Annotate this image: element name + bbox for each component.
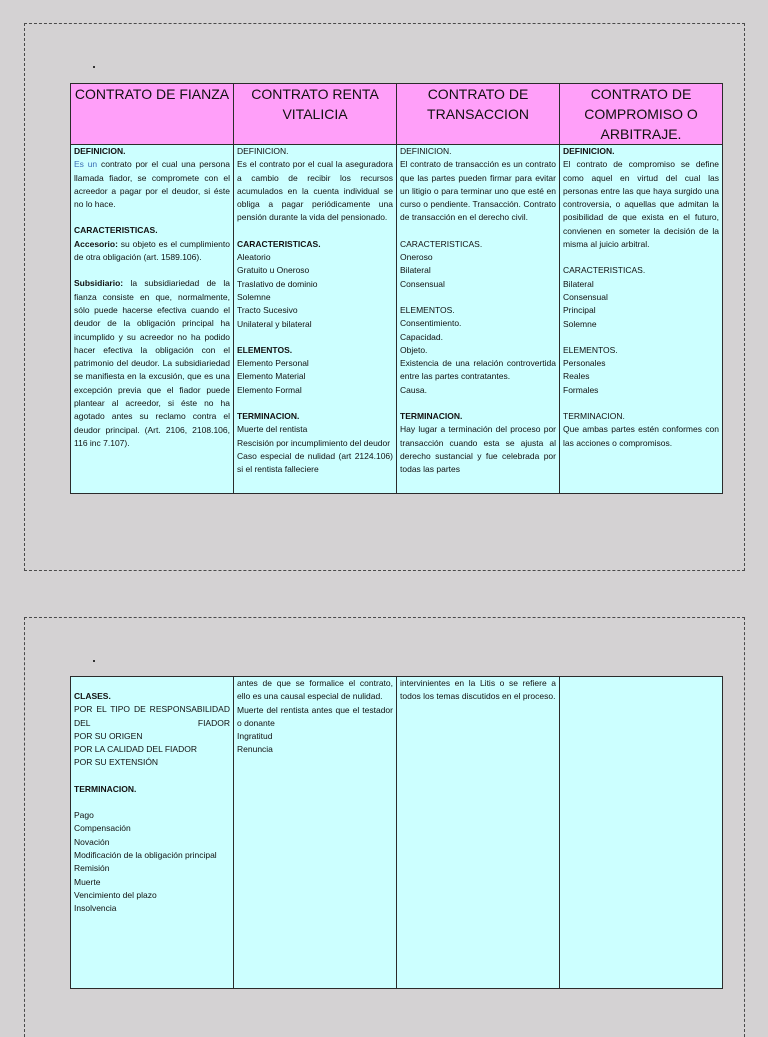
renta-ele-item: Elemento Material [237,371,306,382]
comp-ele-item: Formales [563,384,599,395]
header-renta-vitalicia: CONTRATO RENTA VITALICIA [234,84,397,145]
cell-transaccion [397,145,560,494]
fianza-car-title: CARACTERISTICAS. [74,225,158,236]
renta-cont-item: Muerte del rentista antes que el testador o donante [237,704,393,728]
fianza-ter-item: Remisión [74,863,110,874]
header-row [71,84,723,145]
cell-transaccion-continued [397,677,560,989]
renta-car-title: CARACTERISTICAS. [237,238,321,249]
renta-car-item: Unilateral y bilateral [237,318,312,329]
trans-ter-text: Hay lugar a terminación del proceso por transacción cuando esta se ajusta al derecho sustancial y fue celebrada por todas las partes [400,424,556,475]
accesorio-text: su objeto es el cumplimiento de otra obligación (art. 1589.106). [74,238,230,263]
trans-car-item: Consensual [400,278,445,289]
comp-ter-title: TERMINACION. [563,411,625,422]
renta-car-item: Solemne [237,291,271,302]
page-mark [93,660,95,662]
renta-car-item: Gratuito u Oneroso [237,265,310,276]
accesorio-label: Accesorio: [74,238,118,249]
cell-compromiso [560,145,723,494]
comp-def-title: DEFINICION. [563,146,615,156]
header-compromiso: CONTRATO DE COMPROMISO O ARBITRAJE. [560,84,723,145]
renta-def-title: DEFINICION. [237,146,289,156]
trans-ele-item: Objeto. [400,344,428,355]
trans-ter-title: TERMINACION. [400,411,463,422]
renta-definition: Es el contrato por el cual la aseguradora a cambio de recibir los recursos acumulados en la cuenta individual se obliga a pagar periódicamente una pensión durante la vida del pensionado. [237,159,393,223]
comp-ele-item: Reales [563,371,590,382]
renta-ter-title: TERMINACION. [237,411,300,422]
comp-ele-item: Personales [563,358,606,369]
document-page-2 [24,617,745,1037]
subsidiario-label: Subsidiario: [74,278,124,289]
renta-ter-item: Rescisión por incumplimiento del deudor [237,437,391,448]
trans-car-item: Oneroso [400,252,433,263]
cell-fianza-continued [71,677,234,989]
comp-car-item: Solemne [563,318,597,329]
fianza-ter-item: Vencimiento del plazo [74,889,157,900]
renta-ele-title: ELEMENTOS. [237,344,293,355]
renta-cont-item: Renuncia [237,744,273,755]
fianza-ter-item: Novación [74,836,110,847]
contracts-table-continued [70,676,723,989]
comp-definition: El contrato de compromiso se define como aquel en virtud del cual las personas entre las que haya surgido una controversia, o aquellas que admitan la posibilidad de que exista en el futuro, convienen en someter la decisión de la misma al juicio arbitral. [563,159,719,250]
renta-cont-text: antes de que se formalice el contrato, ello es una causal especial de nulidad. [237,678,393,702]
comp-car-item: Bilateral [563,278,594,289]
trans-ele-item: Consentimiento. [400,318,462,329]
comp-car-item: Consensual [563,291,608,302]
trans-ele-extra: Existencia de una relación controvertida entre las partes contratantes. [400,358,556,382]
fianza-subsidiario [74,277,230,450]
comp-ele-title: ELEMENTOS. [563,344,618,355]
fianza-clase-item: POR SU EXTENSIÓN [74,757,159,768]
comp-car-title: CARACTERISTICAS. [563,265,646,276]
cell-renta-continued [234,677,397,989]
fianza-ter-item: Compensación [74,823,131,834]
fianza-clase-item: POR SU ORIGEN [74,730,143,741]
fianza-ter-item: Muerte [74,876,101,887]
trans-def-title: DEFINICION. [400,146,452,156]
fianza-def-text: contrato por el cual una persona llamada fiador, se compromete con el acreedor a pagar por el deudor, si éste no lo hace. [74,159,230,210]
renta-ter-item: Caso especial de nulidad (art 2124.106) si el rentista falleciere [237,450,393,475]
page-mark [93,66,95,68]
trans-ele-title: ELEMENTOS. [400,304,455,315]
renta-car-item: Traslativo de dominio [237,278,318,289]
body-row [71,145,723,494]
comp-ter-text: Que ambas partes estén conformes con las acciones o compromisos. [563,424,719,448]
renta-ele-item: Elemento Personal [237,358,309,369]
trans-cont-text: intervinientes en la Litis o se refiere a todos los temas discutidos en el proceso. [400,678,556,702]
fianza-ter-item: Insolvencia [74,903,117,914]
fianza-accesorio [74,238,230,265]
renta-car-item: Tracto Sucesivo [237,305,298,316]
fianza-def-title: DEFINICION. [74,146,126,156]
fianza-def-prefix: Es un [74,159,98,170]
body-row [71,677,723,989]
fianza-clase-item: POR EL TIPO DE RESPONSABILIDAD DEL FIADOR [74,704,230,728]
subsidiario-text: la subsidiariedad de la fianza consiste en que, normalmente, sólo puede hacerse efectiva cuando el deudor de la obligación principal ha incumplido y su acreedor no ha podido hacer efectiva la obligación con el patrimonio del deudor. La subsidiariedad se manifiesta en la excusión, que es una excepción previa que el fiador puede plantear al acreedor, si éste no ha agotado antes su reclamo contra el deudor principal. (Art. 2106, 2108.106, 116 inc 7.107). [74,278,230,448]
fianza-ter-title: TERMINACION. [74,783,137,794]
comp-car-item: Principal [563,305,596,316]
fianza-definition [74,158,230,211]
renta-car-item: Aleatorio [237,252,271,263]
fianza-ter-item: Pago [74,810,94,821]
header-transaccion: CONTRATO DE TRANSACCION [397,84,560,145]
header-fianza: CONTRATO DE FIANZA [71,84,234,145]
trans-ele-item: Capacidad. [400,331,444,342]
cell-renta-vitalicia [234,145,397,494]
fianza-clases-title: CLASES. [74,691,111,701]
trans-car-title: CARACTERISTICAS. [400,238,483,249]
document-page-1 [24,23,745,571]
trans-definition: El contrato de transacción es un contrato que las partes pueden firmar para evitar un litigio o para terminar uno que esté en curso o pendiente. Transacción. Contrato de transacción en el derecho civil. [400,159,556,223]
trans-ele-last: Causa. [400,384,427,395]
trans-car-item: Bilateral [400,265,431,276]
cell-fianza [71,145,234,494]
fianza-ter-item: Modificación de la obligación principal [74,849,217,860]
renta-cont-item: Ingratitud [237,731,273,742]
fianza-clase-item: POR LA CALIDAD DEL FIADOR [74,744,197,755]
cell-compromiso-continued [560,677,723,989]
renta-ele-item: Elemento Formal [237,384,302,395]
contracts-table [70,83,723,494]
renta-ter-item: Muerte del rentista [237,424,308,435]
